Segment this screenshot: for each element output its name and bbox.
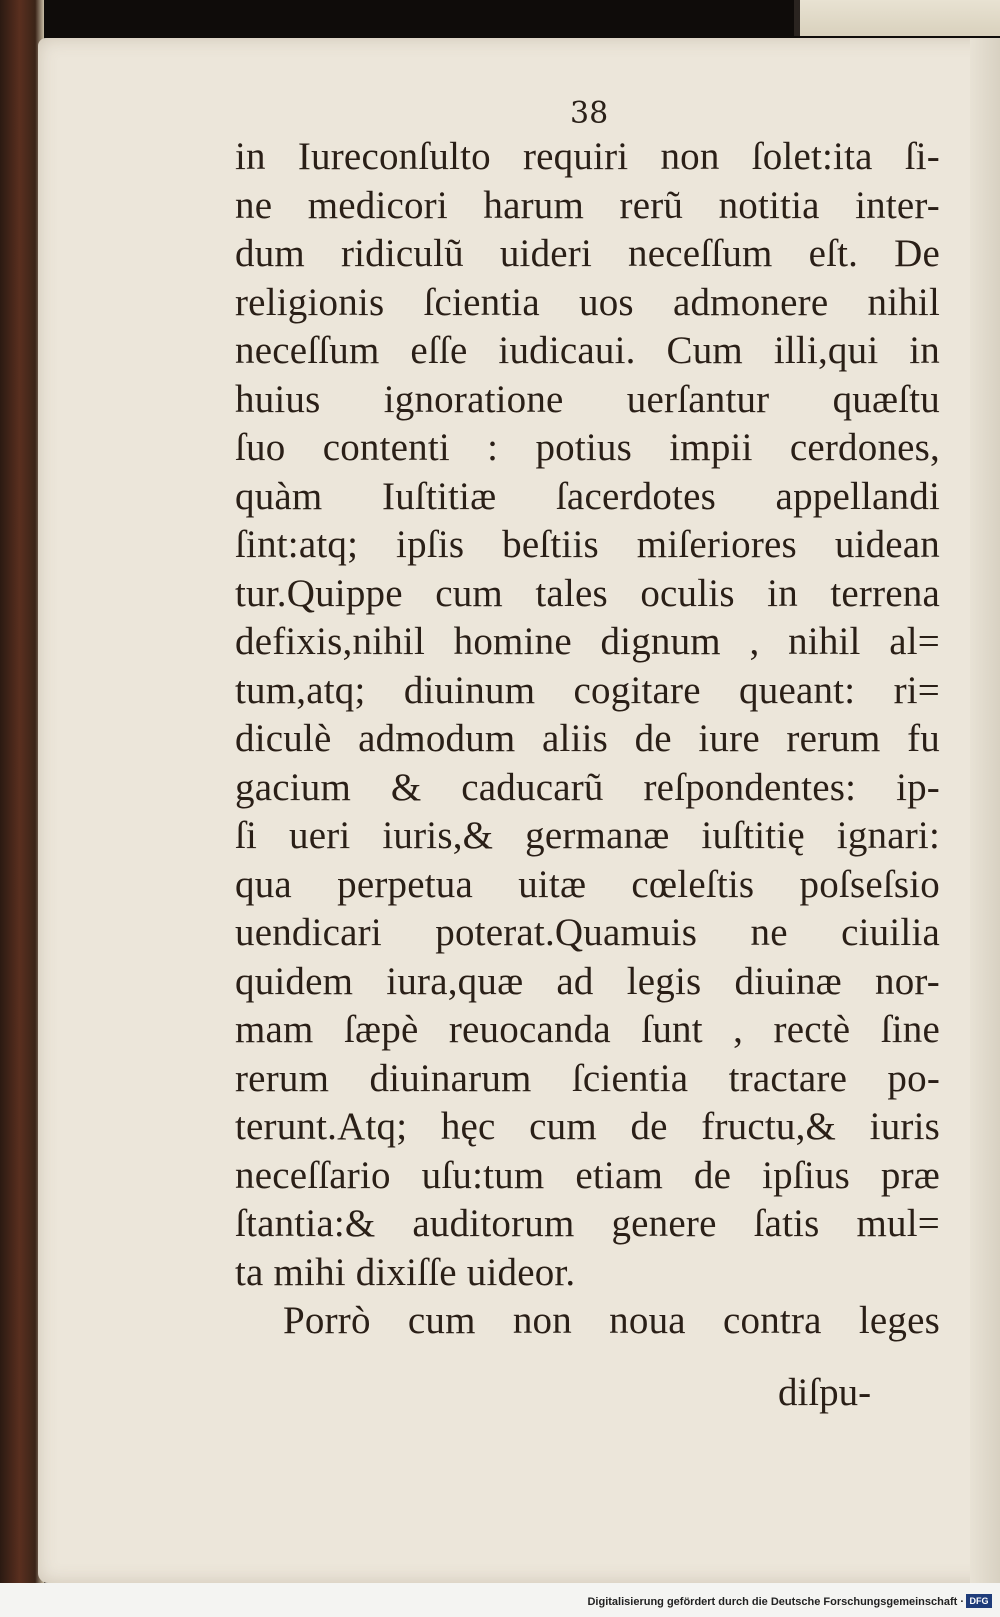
paragraph-start-line: Porrò cum non noua contra leges [283,1299,940,1342]
text-line: neceſſario uſu:tum etiam de ipſius præ [235,1153,940,1197]
text-line: quàm Iuſtitiæ ſacerdotes appellandi [235,474,940,518]
text-line: mam ſæpè reuocanda ſunt , rectè ſine [235,1008,940,1051]
dfg-logo-icon: DFG [966,1594,992,1608]
text-line: ſuo contenti : potius impii cerdones, [235,426,940,469]
text-line: diculè admodum aliis de iure rerum fu [235,717,940,760]
text-line: gacium & caducarũ reſpondentes: ip- [235,765,940,809]
text-line: ſi ueri iuris,& germanæ iuſtitię ignari: [235,814,940,857]
text-line: uendicari poterat.Quamuis ne ciuilia [235,911,940,954]
text-line: rerum diuinarum ſcientia tractare po- [235,1056,940,1100]
text-line: tum,atq; diuinum cogitare queant: ri= [235,668,940,712]
page-fore-edge [970,38,1000,1583]
text-line: terunt.Atq; hęc cum de fructu,& iuris [235,1105,940,1148]
body-text [235,133,940,1346]
digitization-credit: Digitalisierung gefördert durch die Deutsche Forschungsgemeinschaft · [587,1596,964,1608]
text-line: neceſſum eſſe iudicaui. Cum illi,qui in [235,329,940,372]
text-line: qua perpetua uitæ cœleſtis poſseſsio [235,862,940,906]
text-line: tur.Quippe cum tales oculis in terrena [235,571,940,615]
text-line: huius ignoratione uerſantur quæſtu [235,377,940,421]
page-number: 38 [570,96,609,131]
catchword: diſpu- [778,1371,872,1414]
text-line: quidem iura,quæ ad legis diuinæ nor- [235,959,940,1003]
adjacent-page-edge [794,0,1000,36]
text-line: ſtantia:& auditorum genere ſatis mul= [235,1202,940,1245]
text-line: ſint:atq; ipſis beſtiis miſeriores uidean [235,523,940,566]
text-line: defixis,nihil homine dignum , nihil al= [235,620,940,663]
text-line: in Iureconſulto requiri non ſolet:ita ſi- [235,135,940,178]
text-line: ne medicori harum rerũ notitia inter- [235,183,940,227]
text-line: dum ridiculũ uideri neceſſum eſt. De [235,232,940,275]
text-line: religionis ſcientia uos admonere nihil [235,280,940,324]
paragraph-end-line: ta mihi dixiſſe uideor. [235,1250,576,1294]
